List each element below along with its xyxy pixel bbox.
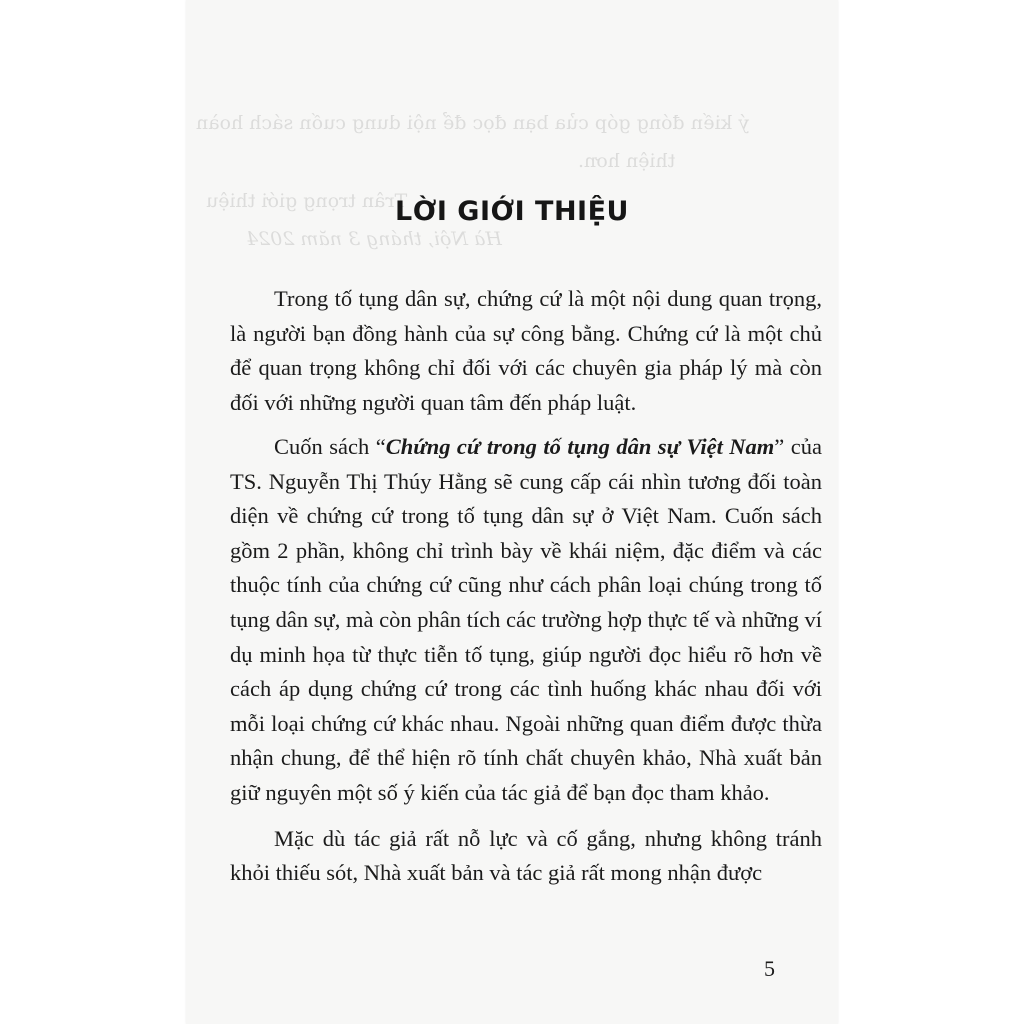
page-number: 5 xyxy=(764,956,775,981)
paragraph-1: Trong tố tụng dân sự, chứng cứ là một nội dung quan trọng, là người bạn đồng hành của sự công bằng. Chứng cứ là một chủ để quan trọng không chỉ đối với các chuyên gia pháp lý mà còn đối với những người quan tâm đến pháp luật. xyxy=(230,286,822,415)
paragraph-3: Mặc dù tác giả rất nỗ lực và cố gắng, nhưng không tránh khỏi thiếu sót, Nhà xuất bản và tác giả rất mong nhận được xyxy=(230,825,822,886)
show-through-line-2: thiện hơn. xyxy=(578,150,676,172)
book-page xyxy=(186,0,838,1024)
book-title: Chứng cứ trong tố tụng dân sự Việt Nam xyxy=(385,433,775,459)
paragraph-2-lead: Cuốn sách “ xyxy=(274,433,386,459)
paragraph-2-rest: ” của TS. Nguyễn Thị Thúy Hằng sẽ cung cấp cái nhìn tương đối toàn diện về chứng cứ trong tố tụng dân sự ở Việt Nam. Cuốn sách gồm 2 phần, không chỉ trình bày về khái niệm, đặc điểm và các thuộc tính của chứng cứ cũng như cách phân loại chúng trong tố tụng dân sự, mà còn phân tích các trường hợp thực tế và những ví dụ minh họa từ thực tiễn tố tụng, giúp người đọc hiểu rõ hơn về cách áp dụng chứng cứ trong các tình huống khác nhau đối với mỗi loại chứng cứ khác nhau. Ngoài những quan điểm được thừa nhận chung, để thể hiện rõ tính chất chuyên khảo, Nhà xuất bản giữ nguyên một số ý kiến của tác giả để bạn đọc tham khảo. xyxy=(230,433,822,805)
show-through-line-4: Hà Nội, tháng 3 năm 2024 xyxy=(246,228,502,250)
paragraph-2 xyxy=(230,430,822,811)
show-through-line-1: ý kiến đóng góp của bạn đọc để nội dung cuốn sách hoàn xyxy=(196,112,750,134)
body-text xyxy=(230,282,822,900)
show-through-line-3: Trân trọng giới thiệu xyxy=(206,190,408,212)
page-title: LỜI GIỚI THIỆU xyxy=(395,196,629,227)
